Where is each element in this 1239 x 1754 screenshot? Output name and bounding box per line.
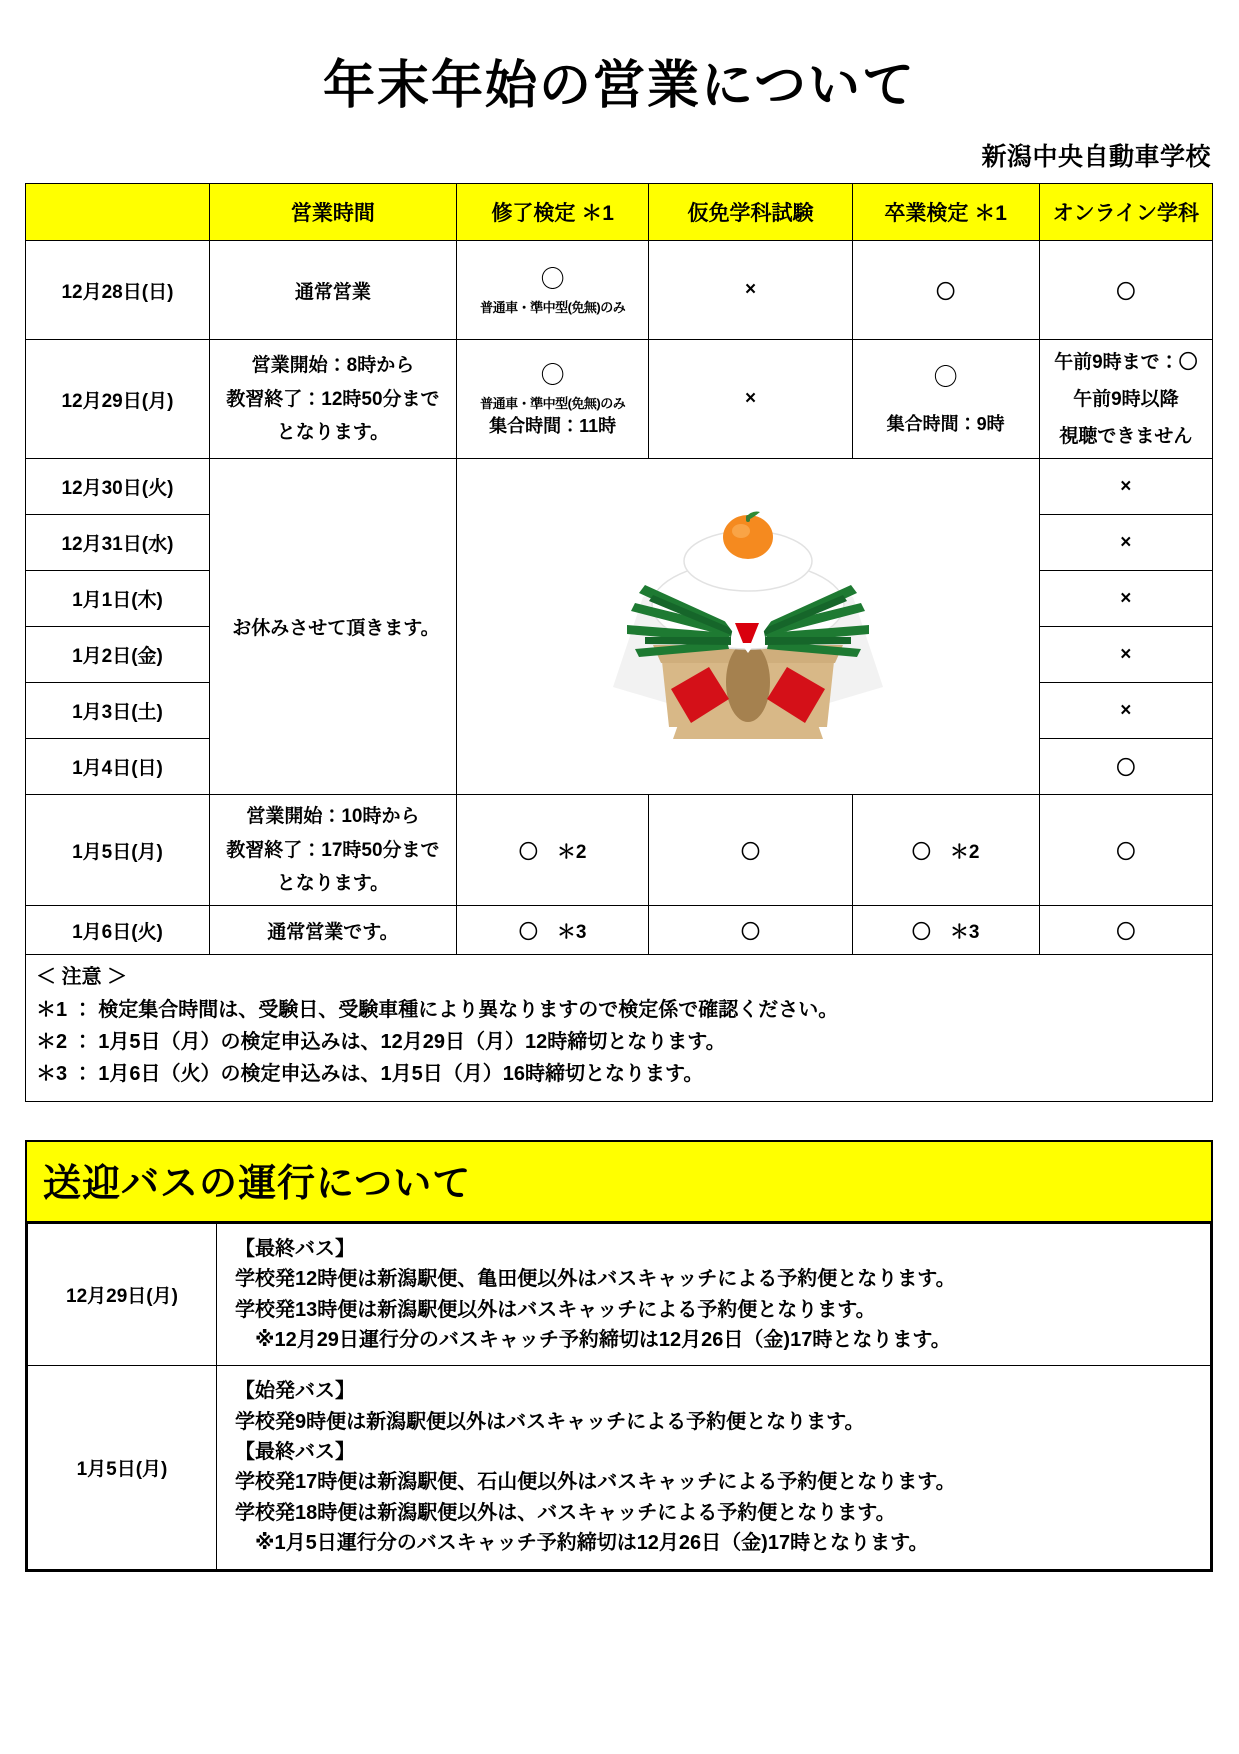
row-online: ×	[1039, 683, 1212, 739]
row-date: 1月1日(木)	[26, 571, 210, 627]
bus-line: 【最終バス】	[235, 1237, 355, 1260]
hours-line-1: 営業開始：8時から	[251, 355, 415, 377]
row-online: ×	[1039, 571, 1212, 627]
row-online: 〇	[1039, 795, 1212, 906]
row-karimen: ×	[649, 241, 852, 340]
row-date: 1月4日(日)	[26, 739, 210, 795]
row-online: ×	[1039, 459, 1212, 515]
row-sotsugyo: 〇	[852, 241, 1039, 340]
row-business-hours	[209, 795, 456, 906]
row-date: 12月29日(月)	[26, 340, 210, 459]
bus-line: 【始発バス】	[235, 1380, 355, 1403]
row-online: ×	[1039, 515, 1212, 571]
sotsugyo-mark: 〇	[933, 362, 958, 391]
row-shuryo: 〇 ＊2	[456, 795, 648, 906]
holiday-notice-cell: お休みさせて頂きます。	[209, 459, 456, 795]
table-row	[26, 340, 1213, 459]
row-shuryo	[456, 340, 648, 459]
bus-line: 【最終バス】	[235, 1441, 355, 1464]
table-row	[26, 795, 1213, 906]
row-shuryo: 〇 ＊3	[456, 906, 648, 955]
notes-block	[25, 955, 1213, 1102]
bus-row-detail	[217, 1366, 1211, 1569]
notes-heading: ＜ 注意 ＞	[36, 966, 128, 989]
shuryo-mark: 〇	[540, 264, 565, 293]
row-online: 〇	[1039, 739, 1212, 795]
bus-line: 学校発13時便は新潟駅便以外はバスキャッチによる予約便となります。	[235, 1298, 876, 1321]
row-date: 12月30日(火)	[26, 459, 210, 515]
header-karimen-gakka: 仮免学科試験	[649, 184, 852, 241]
row-date: 12月28日(日)	[26, 241, 210, 340]
row-online: ×	[1039, 627, 1212, 683]
bus-line: ※12月29日運行分のバスキャッチ予約締切は12月26日（金)17時となります。	[235, 1328, 951, 1351]
note-item-3: ＊3 ： 1月6日（火）の検定申込みは、1月5日（月）16時締切となります。	[36, 1063, 704, 1086]
bus-table	[27, 1223, 1211, 1570]
table-row	[26, 459, 1213, 515]
bus-row-detail	[217, 1223, 1211, 1366]
hours-line-2: 教習終了：12時50分まで	[226, 388, 440, 410]
kagamimochi-illustration-cell	[456, 459, 1039, 795]
bus-line: 学校発9時便は新潟駅便以外はバスキャッチによる予約便となります。	[235, 1410, 865, 1433]
row-karimen: ×	[649, 340, 852, 459]
table-row	[26, 906, 1213, 955]
row-online: 〇	[1039, 241, 1212, 340]
row-sotsugyo: 〇 ＊3	[852, 906, 1039, 955]
schedule-header-row	[26, 184, 1213, 241]
sotsugyo-meeting-time: 集合時間：9時	[886, 413, 1005, 434]
shuryo-note: 普通車・準中型(免無)のみ	[480, 395, 626, 411]
header-business-hours: 営業時間	[209, 184, 456, 241]
bus-section	[25, 1140, 1213, 1572]
hours-line-3: となります。	[276, 421, 390, 443]
row-sotsugyo	[852, 340, 1039, 459]
table-row	[26, 241, 1213, 340]
header-online-gakka: オンライン学科	[1039, 184, 1212, 241]
row-online: 〇	[1039, 906, 1212, 955]
header-sotsugyo-kentei: 卒業検定 ＊1	[852, 184, 1039, 241]
page-title: 年末年始の営業について	[323, 57, 916, 115]
note-item-2: ＊2 ： 1月5日（月）の検定申込みは、12月29日（月）12時締切となります。	[36, 1030, 726, 1053]
hours-line-3: となります。	[276, 872, 390, 894]
online-line-1: 午前9時まで：〇	[1054, 351, 1198, 373]
row-date: 1月5日(月)	[26, 795, 210, 906]
shuryo-meeting-time: 集合時間：11時	[489, 415, 617, 436]
row-sotsugyo: 〇 ＊2	[852, 795, 1039, 906]
row-date: 1月6日(火)	[26, 906, 210, 955]
schedule-table-container	[0, 183, 1239, 955]
row-date: 1月3日(土)	[26, 683, 210, 739]
hours-line-2: 教習終了：17時50分まで	[226, 839, 440, 861]
kagamimochi-icon	[457, 459, 1039, 794]
row-date: 12月31日(水)	[26, 515, 210, 571]
note-item-1: ＊1 ： 検定集合時間は、受験日、受験車種により異なりますので検定係で確認ください。	[36, 998, 839, 1021]
row-date: 1月2日(金)	[26, 627, 210, 683]
schedule-table	[25, 183, 1213, 955]
table-row	[28, 1366, 1211, 1569]
online-line-2: 午前9時以降	[1073, 388, 1179, 410]
table-row	[28, 1223, 1211, 1366]
bus-section-title: 送迎バスの運行について	[27, 1142, 1211, 1223]
shuryo-mark: 〇	[540, 361, 565, 390]
online-line-3: 視聴できません	[1059, 425, 1193, 447]
bus-line: 学校発17時便は新潟駅便、石山便以外はバスキャッチによる予約便となります。	[235, 1471, 956, 1494]
header-shuryo-kentei: 修了検定 ＊1	[456, 184, 648, 241]
bus-row-date: 1月5日(月)	[28, 1366, 217, 1569]
school-name: 新潟中央自動車学校	[981, 143, 1211, 172]
row-online	[1039, 340, 1212, 459]
row-karimen: 〇	[649, 795, 852, 906]
row-business-hours: 通常営業	[209, 241, 456, 340]
row-business-hours: 通常営業です。	[209, 906, 456, 955]
row-business-hours	[209, 340, 456, 459]
header-date	[26, 184, 210, 241]
bus-row-date: 12月29日(月)	[28, 1223, 217, 1366]
row-karimen: 〇	[649, 906, 852, 955]
bus-line: 学校発18時便は新潟駅便以外は、バスキャッチによる予約便となります。	[235, 1501, 896, 1524]
hours-line-1: 営業開始：10時から	[246, 806, 420, 828]
shuryo-note: 普通車・準中型(免無)のみ	[480, 299, 626, 315]
bus-line: ※1月5日運行分のバスキャッチ予約締切は12月26日（金)17時となります。	[235, 1532, 929, 1555]
bus-line: 学校発12時便は新潟駅便、亀田便以外はバスキャッチによる予約便となります。	[235, 1268, 956, 1291]
row-shuryo	[456, 241, 648, 340]
